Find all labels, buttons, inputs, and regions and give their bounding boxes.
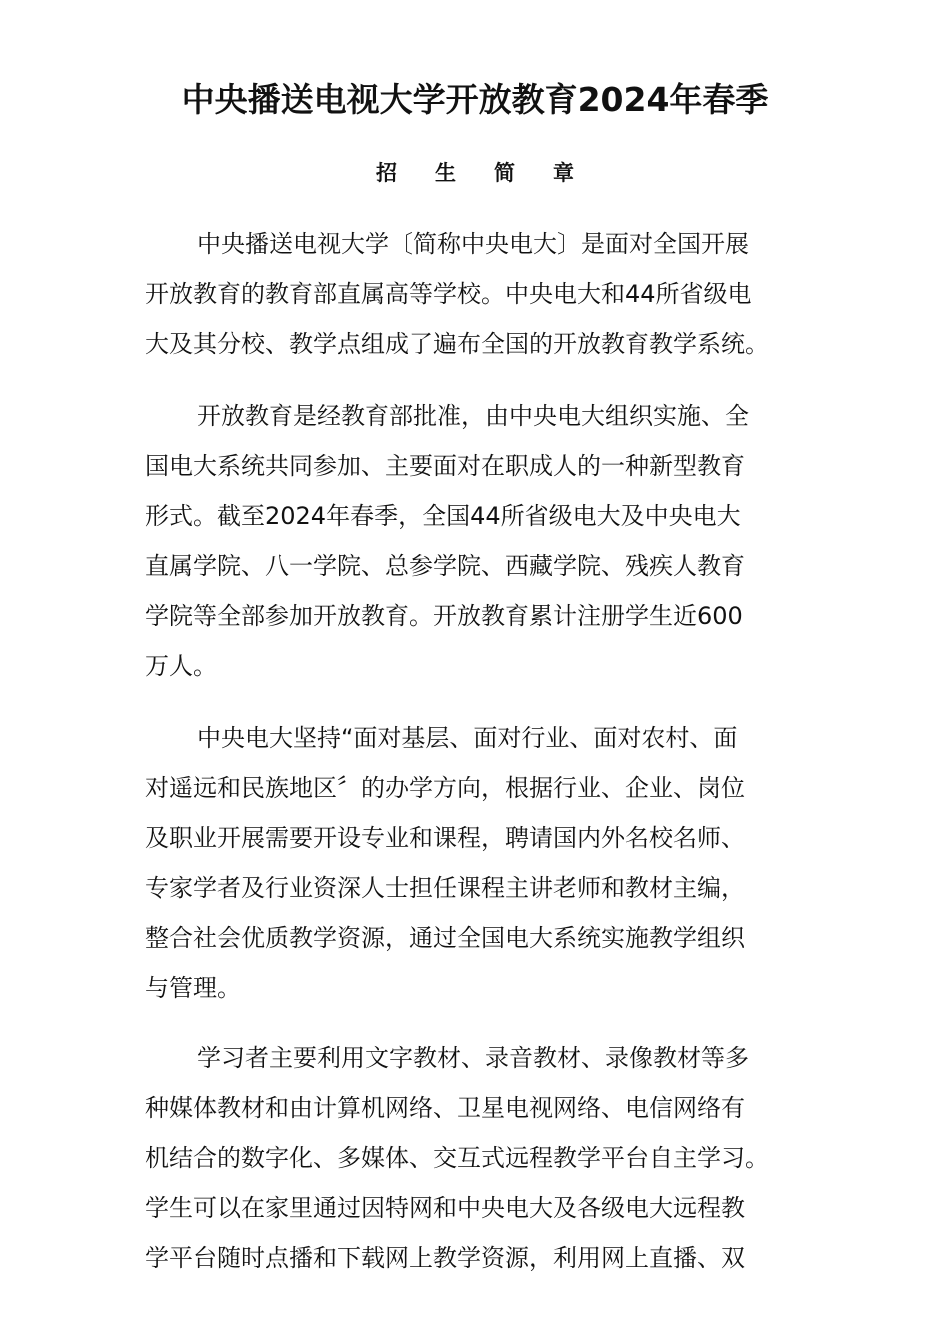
subtitle-char: 章 [553, 161, 574, 185]
paragraph-line: 与管理。 [145, 974, 241, 1002]
paragraph-line: 形式。截至2024年春季，全国44所省级电大及中央电大 [145, 502, 741, 530]
subtitle-char: 招 [376, 161, 397, 185]
paragraph-line: 机结合的数字化、多媒体、交互式远程教学平台自主学习。 [145, 1144, 769, 1172]
paragraph-line: 学院等全部参加开放教育。开放教育累计注册学生近600 [145, 602, 743, 630]
document-subtitle [0, 158, 950, 188]
paragraph-line: 开放教育的教育部直属高等学校。中央电大和44所省级电 [145, 280, 752, 308]
paragraph-line: 中央电大坚持“面对基层、面对行业、面对农村、面 [197, 724, 738, 752]
paragraph [145, 219, 805, 369]
paragraph [145, 1033, 805, 1283]
paragraph-line: 及职业开展需要开设专业和课程，聘请国内外名校名师、 [145, 824, 745, 852]
paragraph-line: 专家学者及行业资深人士担任课程主讲老师和教材主编， [145, 874, 745, 902]
paragraph-line: 开放教育是经教育部批准，由中央电大组织实施、全 [197, 402, 749, 430]
paragraph-line: 学生可以在家里通过因特网和中央电大及各级电大远程教 [145, 1194, 745, 1222]
paragraph [145, 713, 805, 1013]
document-title: 中央播送电视大学开放教育2024年春季 [181, 80, 769, 119]
paragraph-line: 直属学院、八一学院、总参学院、西藏学院、残疾人教育 [145, 552, 745, 580]
paragraph-line: 学习者主要利用文字教材、录音教材、录像教材等多 [197, 1044, 749, 1072]
paragraph-line: 对遥远和民族地区〞的办学方向，根据行业、企业、岗位 [145, 774, 745, 802]
paragraph-line: 整合社会优质教学资源，通过全国电大系统实施教学组织 [145, 924, 745, 952]
paragraph-line: 学平台随时点播和下载网上教学资源，利用网上直播、双 [145, 1244, 745, 1272]
paragraph-line: 大及其分校、教学点组成了遍布全国的开放教育教学系统。 [145, 330, 769, 358]
paragraph-line: 国电大系统共同参加、主要面对在职成人的一种新型教育 [145, 452, 745, 480]
subtitle-char: 生 [435, 161, 456, 185]
subtitle-char: 简 [494, 161, 515, 185]
paragraph-line: 中央播送电视大学〔简称中央电大〕是面对全国开展 [197, 230, 749, 258]
paragraph [145, 391, 805, 691]
paragraph-line: 种媒体教材和由计算机网络、卫星电视网络、电信网络有 [145, 1094, 745, 1122]
paragraph-line: 万人。 [145, 652, 217, 680]
